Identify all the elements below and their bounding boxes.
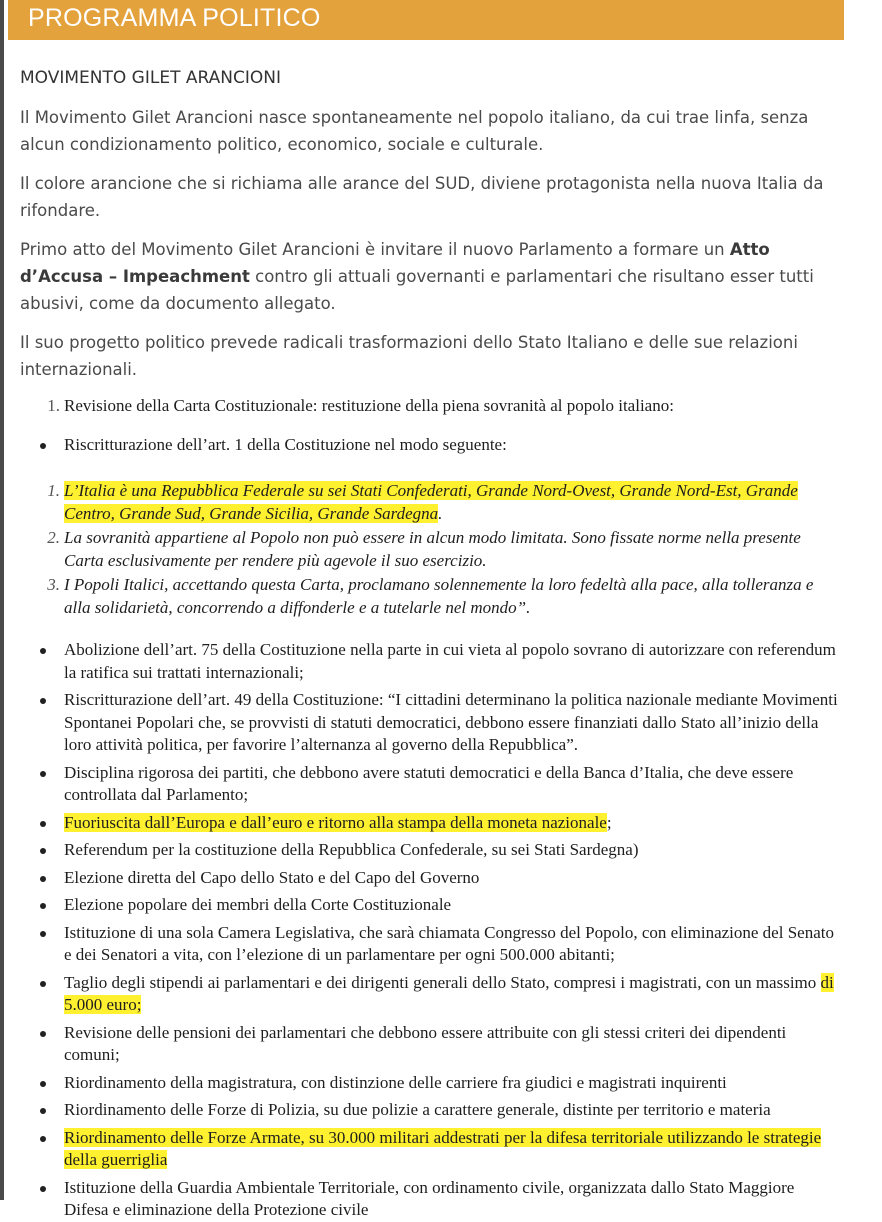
list-item-text: Riscritturazione dell’art. 1 della Costituzione nel modo seguente: bbox=[64, 434, 507, 454]
list-item bbox=[20, 527, 840, 572]
impeachment-text-before: Primo atto del Movimento Gilet Arancioni è invitare il nuovo Parlamento a formare un bbox=[20, 240, 730, 259]
list-item bbox=[20, 1072, 840, 1095]
list-item bbox=[20, 1022, 840, 1067]
bullet-icon bbox=[40, 848, 46, 854]
art1-bullet-list bbox=[20, 434, 840, 457]
list-item-text: Revisione della Carta Costituzionale: restituzione della piena sovranità al popolo italiano: bbox=[64, 396, 674, 415]
bullet-icon bbox=[40, 1186, 46, 1192]
list-number: 1. bbox=[47, 481, 60, 500]
bullet-icon bbox=[40, 698, 46, 704]
bullet-icon bbox=[40, 648, 46, 654]
list-item bbox=[20, 434, 840, 457]
bullet-icon bbox=[40, 1108, 46, 1114]
left-border-rule bbox=[0, 0, 4, 1200]
list-item-text: Elezione diretta del Capo dello Stato e del Capo del Governo bbox=[64, 867, 480, 887]
bullet-icon bbox=[40, 443, 46, 449]
list-item-text: Riordinamento della magistratura, con distinzione delle carriere fra giudici e magistrati inquirenti bbox=[64, 1072, 727, 1092]
bullet-icon bbox=[40, 876, 46, 882]
list-item-text: Riordinamento delle Forze di Polizia, su due polizie a carattere generale, distinte per territorio e materia bbox=[64, 1100, 771, 1119]
page-banner bbox=[8, 0, 844, 40]
bullet-icon bbox=[40, 931, 46, 937]
bullet-icon bbox=[40, 1136, 46, 1142]
list-item-text: Taglio degli stipendi ai parlamentari e dei dirigenti generali dello Stato, compresi i magistrati, con un massimo bbox=[64, 972, 821, 992]
art1-text-list bbox=[20, 480, 840, 619]
impeachment-paragraph bbox=[20, 236, 840, 317]
highlighted-text: di 5.000 euro; bbox=[64, 972, 834, 1014]
bullet-icon bbox=[40, 821, 46, 827]
list-item-text-end: ; bbox=[606, 812, 612, 832]
list-item bbox=[20, 922, 840, 967]
list-item bbox=[20, 1127, 840, 1172]
list-item-text: Istituzione della Guardia Ambientale Territoriale, con ordinamento civile, organizzata dallo Stato Maggiore Difesa e eliminazione della Protezione civile bbox=[64, 1177, 795, 1219]
bullet-icon bbox=[40, 1081, 46, 1087]
list-item bbox=[20, 972, 840, 1017]
list-item-text: Elezione popolare dei membri della Corte Costituzionale bbox=[64, 895, 452, 914]
list-item-text: Abolizione dell’art. 75 della Costituzione nella parte in cui vieta al popolo sovrano di autorizzare con referendum la ratifica sui trattati internazionali; bbox=[64, 640, 836, 682]
bullet-icon bbox=[40, 981, 46, 987]
highlighted-text: L’Italia è una Repubblica Federale su sei Stati Confederati, Grande Nord-Ovest, Grande Nord-Est, Grande Centro, Grande Sud, Grande Sicilia, Grande Sardegna bbox=[64, 481, 798, 523]
list-item bbox=[20, 867, 840, 890]
list-item-text: I Popoli Italici, accettando questa Carta, proclamano solennemente la loro fedeltà alla pace, alla tolleranza e alla solidarietà, concorrendo a diffonderle e a tutelarle nel mondo”. bbox=[64, 575, 814, 617]
color-paragraph: Il colore arancione che si richiama alle arance del SUD, diviene protagonista nella nuova Italia da rifondare. bbox=[20, 174, 824, 220]
list-item bbox=[20, 812, 840, 835]
impeachment-bold: Atto d’Accusa – Impeachment bbox=[20, 240, 770, 286]
project-paragraph: Il suo progetto politico prevede radicali trasformazioni dello Stato Italiano e delle sue relazioni internazionali. bbox=[20, 333, 798, 379]
list-number: 1. bbox=[47, 396, 60, 415]
intro-paragraph: Il Movimento Gilet Arancioni nasce spontaneamente nel popolo italiano, da cui trae linfa, senza alcun condizionamento politico, economico, sociale e culturale. bbox=[20, 108, 809, 154]
list-item-text: Referendum per la costituzione della Repubblica Confederale, su sei Stati Sardegna) bbox=[64, 840, 639, 859]
program-lists bbox=[20, 395, 840, 1222]
list-item bbox=[20, 894, 840, 917]
bullet-icon bbox=[40, 1031, 46, 1037]
list-item-text-end: . bbox=[438, 503, 443, 523]
list-item bbox=[20, 762, 840, 807]
list-item bbox=[20, 1099, 840, 1122]
list-item bbox=[20, 480, 840, 525]
list-item bbox=[20, 1177, 840, 1222]
bullet-icon bbox=[40, 903, 46, 909]
list-item bbox=[20, 689, 840, 757]
section-title: MOVIMENTO GILET ARANCIONI bbox=[20, 68, 281, 88]
list-item-text: Riscritturazione dell’art. 49 della Costituzione: “I cittadini determinano la politica nazionale mediante Movimenti Spontanei Popolari che, se provvisti di statuti democratici, debbono essere finanziati dallo Stato all’inizio della loro attività politica, per favorire l’alternanza al governo della Repubblica”. bbox=[64, 690, 838, 754]
highlighted-text: Fuoriuscita dall’Europa e dall’euro e ritorno alla stampa della moneta nazionale bbox=[64, 812, 607, 832]
list-item bbox=[20, 639, 840, 684]
list-number: 3. bbox=[47, 575, 60, 594]
list-item bbox=[20, 574, 840, 619]
list-item-text: Disciplina rigorosa dei partiti, che debbono avere statuti democratici e della Banca d’Italia, che deve essere controllata dal Parlamento; bbox=[64, 762, 794, 804]
list-item-text: La sovranità appartiene al Popolo non può essere in alcun modo limitata. Sono fissate norme nella presente Carta esclusivamente per rendere più agevole il suo esercizio. bbox=[64, 528, 801, 570]
list-number: 2. bbox=[47, 528, 60, 547]
reform-bullet-list bbox=[20, 639, 840, 1222]
banner-title: PROGRAMMA POLITICO bbox=[28, 4, 321, 32]
list-item bbox=[20, 839, 840, 862]
list-item bbox=[20, 395, 840, 418]
article-body bbox=[20, 66, 840, 1222]
revision-list bbox=[20, 395, 840, 418]
highlighted-text: Riordinamento delle Forze Armate, su 30.000 militari addestrati per la difesa territoriale utilizzando le strategie della guerriglia bbox=[64, 1127, 822, 1169]
bullet-icon bbox=[40, 771, 46, 777]
list-item-text: Istituzione di una sola Camera Legislativa, che sarà chiamata Congresso del Popolo, con eliminazione del Senato e dei Senatori a vita, con l’elezione di un parlamentare per ogni 500.000 abitanti; bbox=[64, 922, 834, 964]
impeachment-text-after: contro gli attuali governanti e parlamentari che risultano esser tutti abusivi, come da documento allegato. bbox=[20, 267, 814, 313]
list-item-text: Revisione delle pensioni dei parlamentari che debbono essere attribuite con gli stessi criteri dei dipendenti comuni; bbox=[64, 1022, 787, 1064]
